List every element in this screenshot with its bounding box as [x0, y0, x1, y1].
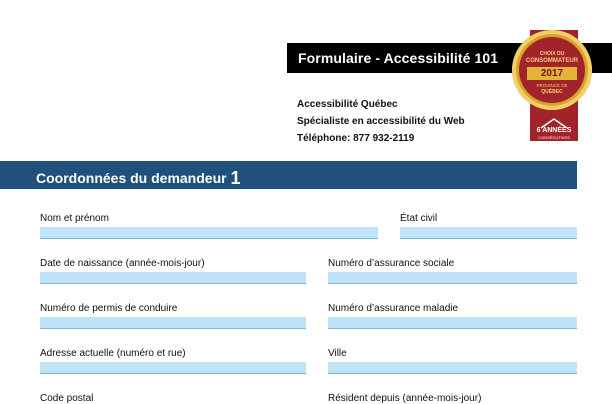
award-medal-icon [512, 30, 592, 110]
sin-input[interactable] [328, 272, 577, 284]
address-label: Adresse actuelle (numéro et rue) [40, 348, 186, 359]
license-label: Numéro de permis de conduire [40, 303, 178, 314]
ribbon-years: 6 ANNÉES [536, 127, 572, 134]
birth-date-input[interactable] [40, 272, 306, 284]
section-header [0, 161, 577, 189]
address-input[interactable] [40, 362, 306, 374]
postal-code-label: Code postal [40, 393, 94, 404]
civil-status-input[interactable] [400, 227, 577, 239]
section-number: 1 [230, 168, 241, 188]
medal-line1: CHOIX DU [539, 51, 565, 57]
name-input[interactable] [40, 227, 378, 239]
medal-line2: CONSOMMATEUR [525, 58, 579, 64]
name-label: Nom et prénom [40, 213, 109, 224]
section-title: Coordonnées du demandeur 1 [36, 168, 241, 188]
medal-line3: PROVINCE DE [536, 83, 568, 88]
org-phone: Téléphone: 877 932-2119 [297, 133, 415, 144]
health-insurance-label: Numéro d’assurance maladie [328, 303, 459, 314]
birth-date-label: Date de naissance (année-mois-jour) [40, 258, 205, 269]
sin-label: Numéro d’assurance sociale [328, 258, 455, 269]
city-label: Ville [328, 348, 347, 359]
license-input[interactable] [40, 317, 306, 329]
medal-year: 2017 [527, 67, 577, 80]
org-name: Accessibilité Québec [297, 99, 398, 110]
ribbon-subtitle: CONSÉCUTIVES [538, 135, 570, 140]
org-tagline: Spécialiste en accessibilité du Web [297, 116, 465, 127]
form-title: Formulaire - Accessibilité 101 [298, 50, 499, 66]
civil-status-label: État civil [400, 213, 438, 224]
city-input[interactable] [328, 362, 577, 374]
health-insurance-input[interactable] [328, 317, 577, 329]
resident-since-label: Résident depuis (année-mois-jour) [328, 393, 482, 404]
medal-line4: QUÉBEC [541, 89, 563, 95]
